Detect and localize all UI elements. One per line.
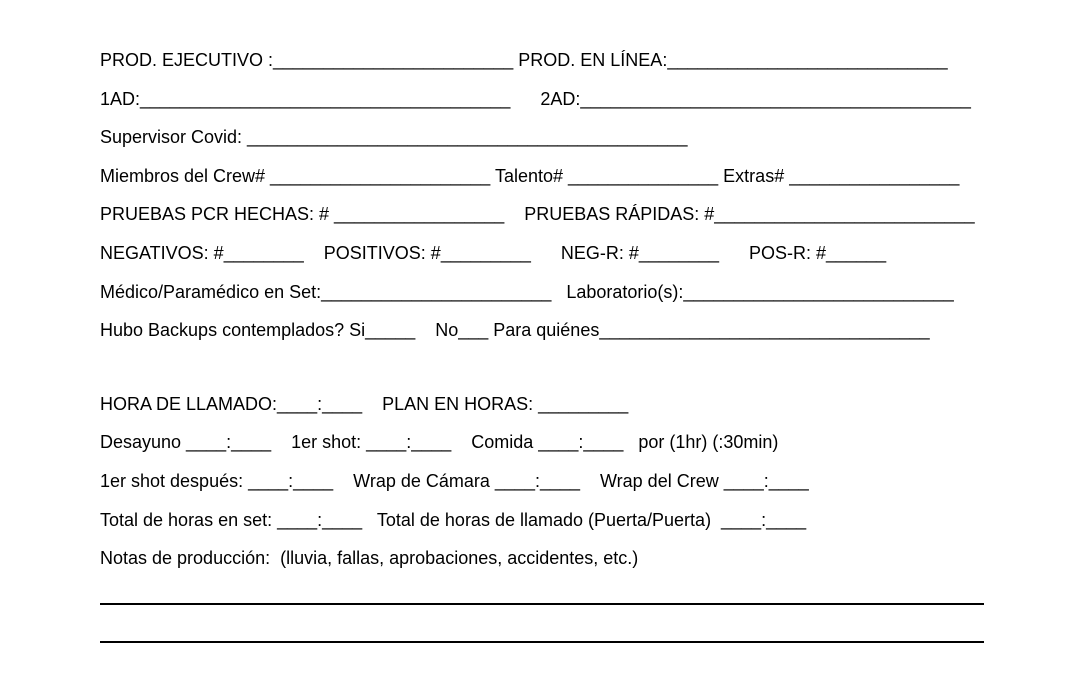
- form-line-supervisor-covid: Supervisor Covid: ____________________________________________: [100, 127, 688, 148]
- notes-write-in-line-1: [100, 603, 984, 605]
- form-line-hora-de-llamado-plan: HORA DE LLAMADO:____:____ PLAN EN HORAS: _________: [100, 393, 629, 414]
- form-line-prod-ejecutivo-prod-en-linea: PROD. EJECUTIVO :________________________ PROD. EN LÍNEA:____________________________: [100, 50, 948, 70]
- form-line-medico-laboratorio: Médico/Paramédico en Set:_______________________ Laboratorio(s):___________________________: [100, 281, 954, 302]
- form-line-notas-de-produccion: Notas de producción: (lluvia, fallas, aprobaciones, accidentes, etc.): [100, 548, 639, 569]
- form-line-pruebas-pcr-rapidas: PRUEBAS PCR HECHAS: # _________________ PRUEBAS RÁPIDAS: #__________________________: [100, 204, 975, 225]
- form-line-1ad-2ad: 1AD:_____________________________________ 2AD:_______________________________________: [100, 88, 971, 109]
- section-spacer: [100, 350, 984, 385]
- form-line-hubo-backups: Hubo Backups contemplados? Si_____ No___ Para quiénes_________________________________: [100, 320, 930, 341]
- form-line-negativos-positivos-negr-posr: NEGATIVOS: #________ POSITIVOS: #_________ NEG-R: #________ POS-R: #______: [100, 242, 887, 263]
- form-line-desayuno-1ershot-comida: Desayuno ____:____ 1er shot: ____:____ Comida ____:____ por (1hr) (:30min): [100, 432, 779, 453]
- notes-write-in-line-2: [100, 641, 984, 643]
- form-line-total-horas: Total de horas en set: ____:____ Total de horas de llamado (Puerta/Puerta) ____:____: [100, 509, 807, 530]
- form-line-crew-talento-extras: Miembros del Crew# ______________________ Talento# _______________ Extras# _________________: [100, 165, 960, 186]
- form-line-1ershot-despues-wraps: 1er shot después: ____:____ Wrap de Cámara ____:____ Wrap del Crew ____:____: [100, 470, 809, 491]
